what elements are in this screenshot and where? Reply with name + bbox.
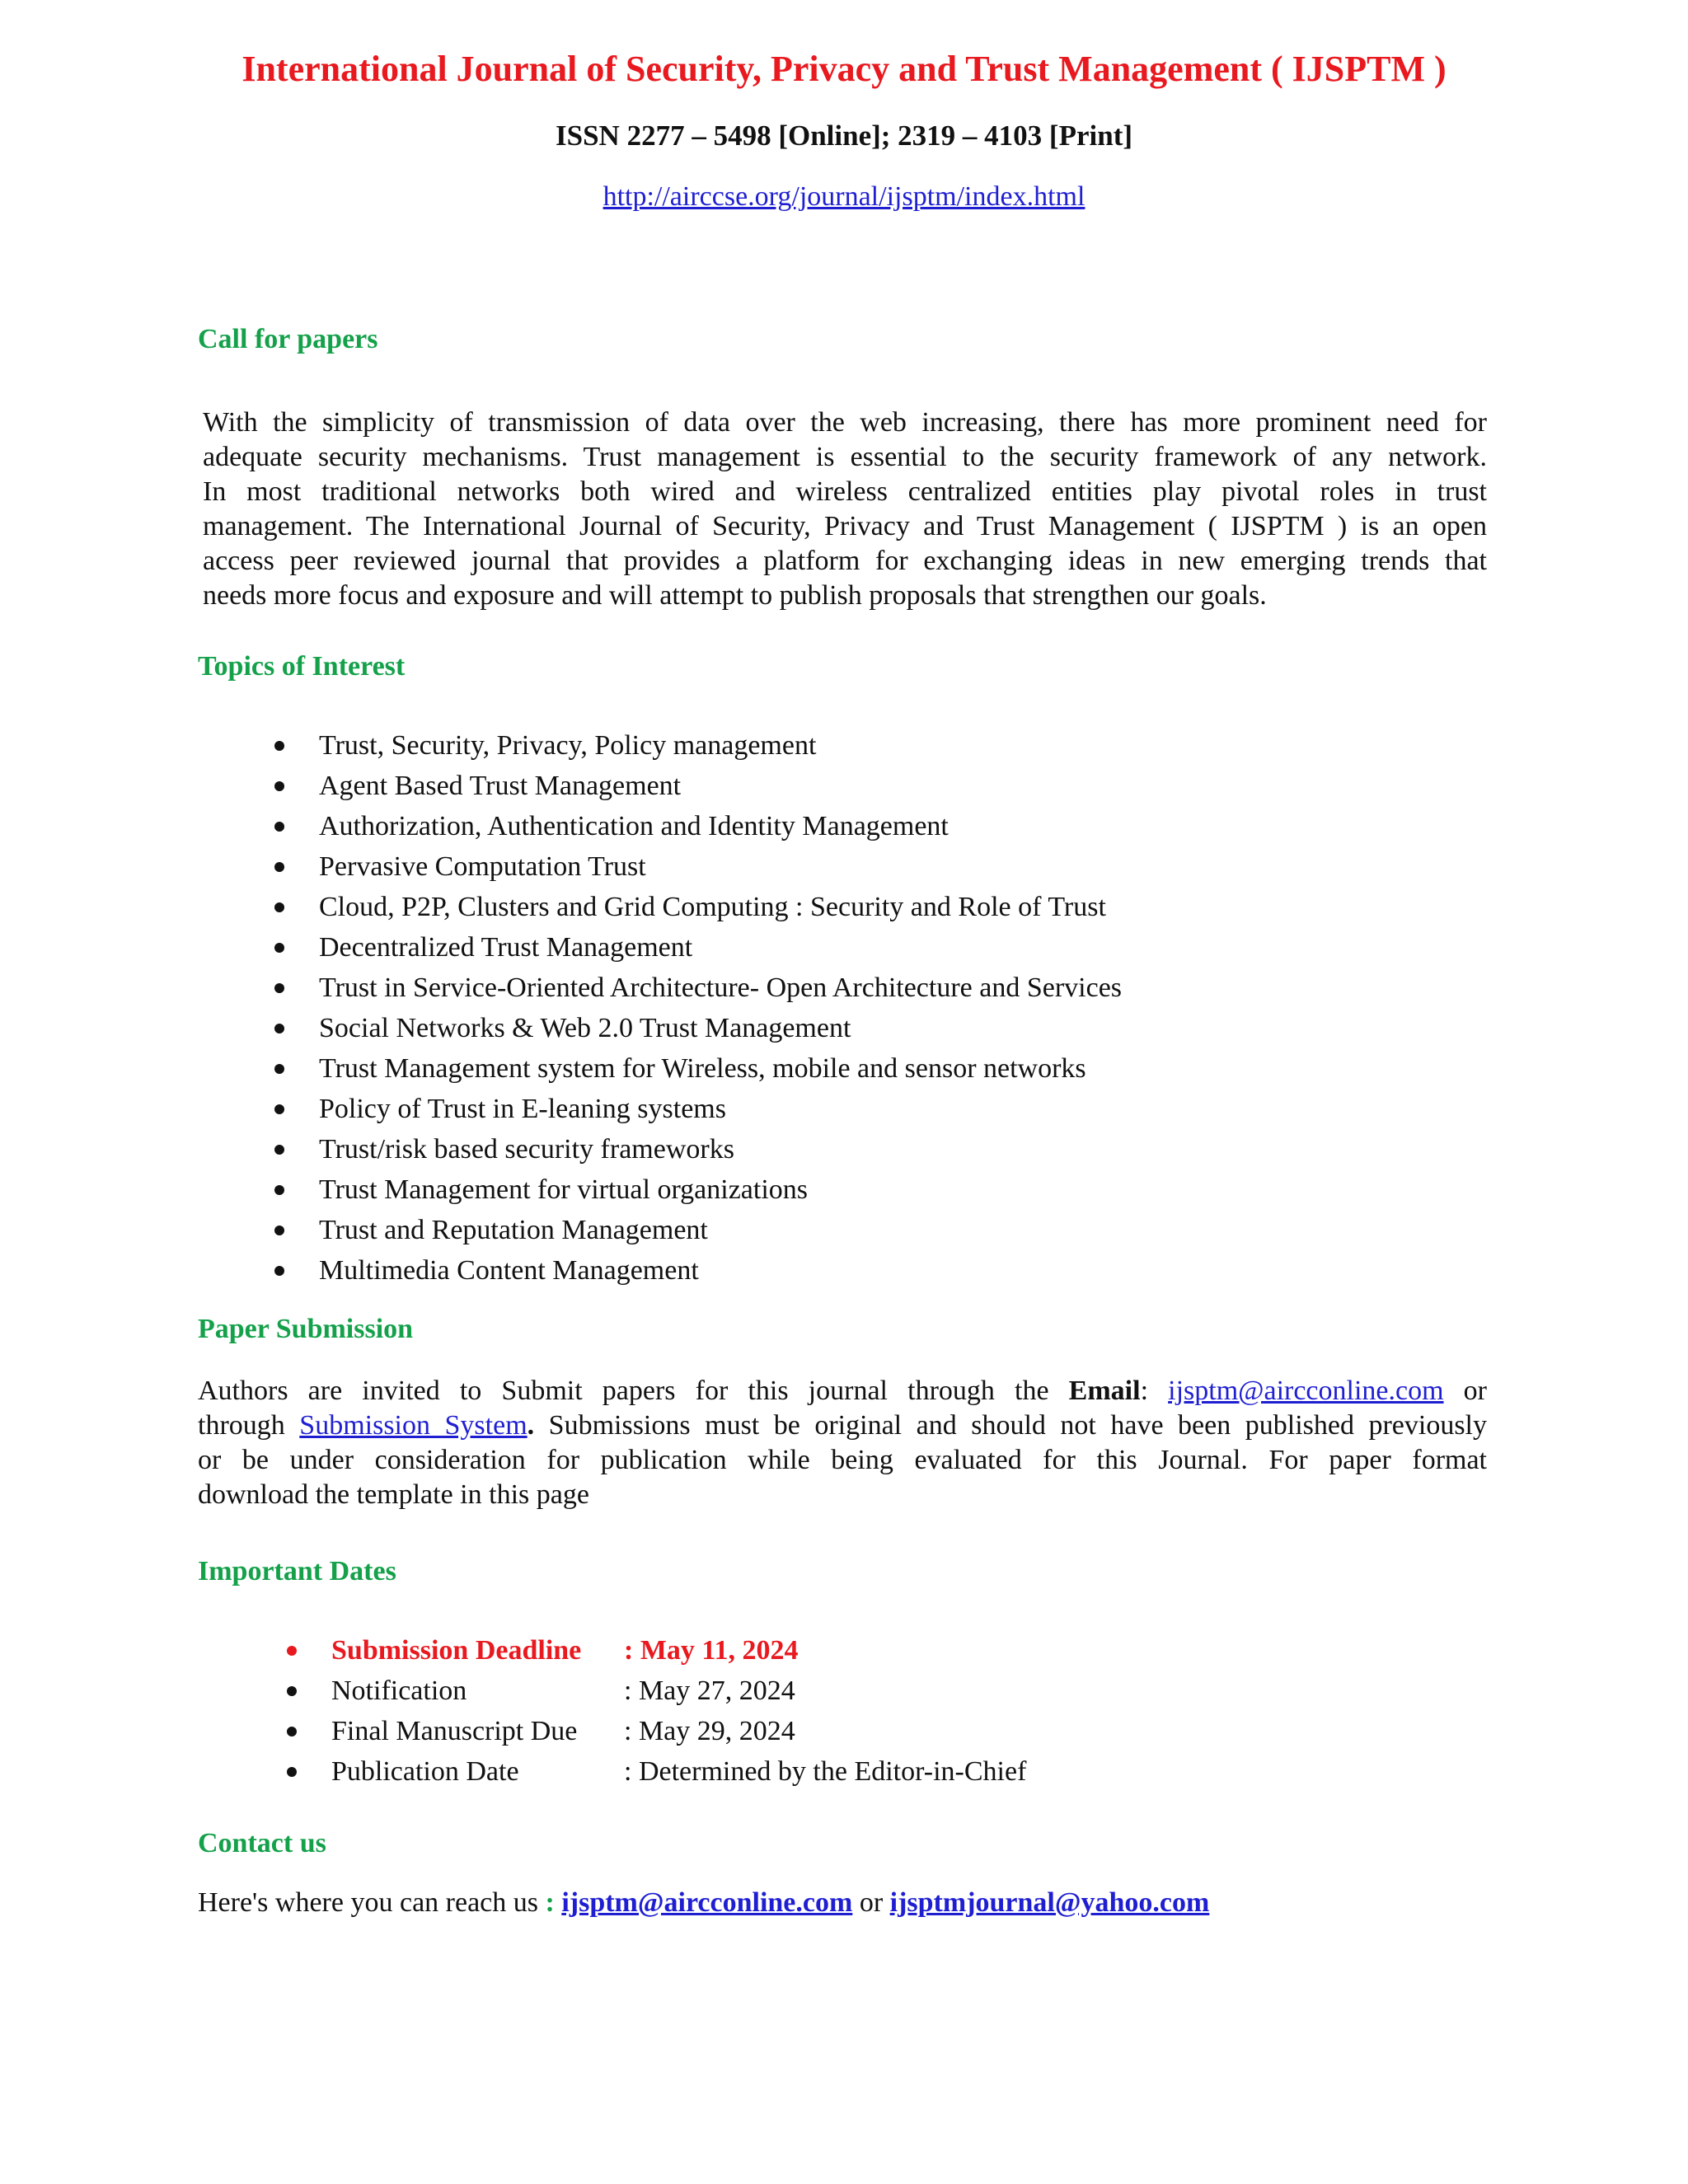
list-item: Final Manuscript Due : May 29, 2024 <box>280 1711 1026 1751</box>
paragraph-line: through Submission System. Submissions must be original and should not have been published previously <box>198 1410 1488 1441</box>
list-item: Pervasive Computation Trust <box>268 846 1122 887</box>
contact-yahoo-email-link[interactable]: ijsptmjournal@yahoo.com <box>889 1887 1210 1918</box>
list-item: Trust Management for virtual organizations <box>268 1169 1122 1210</box>
paragraph-line: needs more focus and exposure and will attempt to publish proposals that strengthen our goals. <box>203 580 1267 611</box>
paragraph-line: download the template in this page <box>198 1479 589 1510</box>
bullet-icon <box>287 1686 297 1696</box>
list-item: Trust/risk based security frameworks <box>268 1129 1122 1169</box>
list-item: Trust, Security, Privacy, Policy management <box>268 725 1122 766</box>
bullet-icon <box>287 1767 297 1777</box>
call-for-papers-paragraph <box>203 405 1487 613</box>
bullet-icon <box>274 943 284 953</box>
bullet-icon <box>274 862 284 872</box>
list-item: Decentralized Trust Management <box>268 927 1122 968</box>
list-item: Notification : May 27, 2024 <box>280 1671 1026 1711</box>
call-for-papers-heading: Call for papers <box>198 324 378 354</box>
bullet-icon <box>274 1266 284 1276</box>
list-item: Trust and Reputation Management <box>268 1210 1122 1250</box>
list-item: Trust Management system for Wireless, mobile and sensor networks <box>268 1048 1122 1089</box>
topics-list <box>268 725 1122 1291</box>
list-item: Policy of Trust in E-leaning systems <box>268 1089 1122 1129</box>
contact-email-link[interactable]: ijsptm@aircconline.com <box>561 1887 853 1918</box>
important-dates-list <box>280 1630 1026 1792</box>
bullet-icon <box>274 781 284 791</box>
bullet-icon <box>287 1646 297 1656</box>
submission-email-link[interactable]: ijsptm@aircconline.com <box>1168 1376 1444 1406</box>
list-item: Cloud, P2P, Clusters and Grid Computing : Security and Role of Trust <box>268 887 1122 927</box>
paragraph-line: management. The International Journal of Security, Privacy and Trust Management ( IJSPTM ) is an open <box>203 511 1487 541</box>
bullet-icon <box>274 902 284 912</box>
paper-submission-heading: Paper Submission <box>198 1314 414 1344</box>
topics-heading: Topics of Interest <box>198 651 406 682</box>
bullet-icon <box>274 1104 284 1114</box>
bullet-icon <box>274 983 284 993</box>
paragraph-line: or be under consideration for publication while being evaluated for this Journal. For paper format <box>198 1445 1487 1475</box>
paragraph-line: adequate security mechanisms. Trust management is essential to the security framework of any network. <box>203 442 1487 472</box>
bullet-icon <box>274 1024 284 1033</box>
bullet-icon <box>287 1727 297 1736</box>
important-dates-heading: Important Dates <box>198 1556 396 1586</box>
contact-line: Here's where you can reach us : ijsptm@aircconline.com or ijsptmjournal@yahoo.com <box>198 1887 1210 1918</box>
journal-issn: ISSN 2277 – 5498 [Online]; 2319 – 4103 [Print] <box>556 120 1132 152</box>
paragraph-line: access peer reviewed journal that provides a platform for exchanging ideas in new emerging trends that <box>203 546 1487 576</box>
contact-heading: Contact us <box>198 1828 326 1858</box>
list-item: Trust in Service-Oriented Architecture- Open Architecture and Services <box>268 968 1122 1008</box>
journal-url-link[interactable]: http://airccse.org/journal/ijsptm/index.html <box>603 181 1085 212</box>
paragraph-line: In most traditional networks both wired and wireless centralized entities play pivotal roles in trust <box>203 476 1487 507</box>
list-item: Authorization, Authentication and Identity Management <box>268 806 1122 846</box>
list-item: Multimedia Content Management <box>268 1250 1122 1291</box>
bullet-icon <box>274 1226 284 1235</box>
bullet-icon <box>274 822 284 832</box>
list-item: Submission Deadline : May 11, 2024 <box>280 1630 1026 1671</box>
paragraph-line: Authors are invited to Submit papers for this journal through the Email: ijsptm@aircconline.com or <box>198 1376 1487 1406</box>
paper-submission-paragraph <box>198 1374 1487 1512</box>
bullet-icon <box>274 1145 284 1155</box>
submission-system-link[interactable]: Submission System <box>299 1410 528 1441</box>
list-item: Agent Based Trust Management <box>268 766 1122 806</box>
bullet-icon <box>274 741 284 751</box>
journal-title: International Journal of Security, Privacy and Trust Management ( IJSPTM ) <box>241 49 1447 89</box>
paragraph-line: With the simplicity of transmission of data over the web increasing, there has more prominent need for <box>203 407 1487 438</box>
bullet-icon <box>274 1064 284 1074</box>
list-item: Publication Date : Determined by the Editor-in-Chief <box>280 1751 1026 1792</box>
list-item: Social Networks & Web 2.0 Trust Management <box>268 1008 1122 1048</box>
bullet-icon <box>274 1185 284 1195</box>
